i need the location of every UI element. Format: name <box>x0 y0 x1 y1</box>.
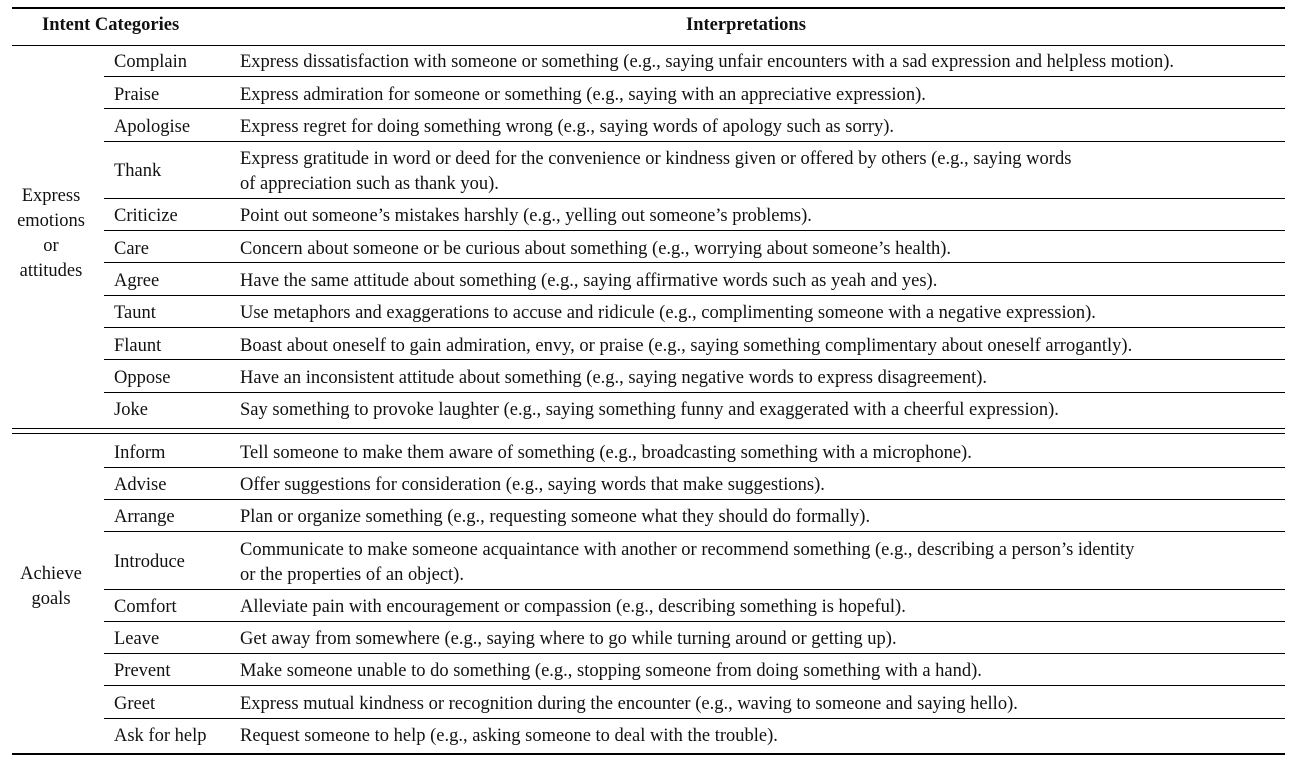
group-label-line: emotions <box>17 211 85 231</box>
interpretation-prevent: Make someone unable to do something (e.g., stopping someone from doing something with a hand). <box>240 661 982 681</box>
row-divider <box>104 327 1285 328</box>
interpretation-praise: Express admiration for someone or something (e.g., saying with an appreciative expression). <box>240 85 926 105</box>
category-flaunt: Flaunt <box>114 336 162 356</box>
row-divider <box>104 76 1285 77</box>
group-label-line: goals <box>31 589 71 609</box>
category-praise: Praise <box>114 85 160 105</box>
interpretation-thank-line1: Express gratitude in word or deed for the convenience or kindness given or offered by others (e.g., saying words <box>240 149 1072 169</box>
interpretation-apologise: Express regret for doing something wrong (e.g., saying words of apology such as sorry). <box>240 117 895 137</box>
row-divider <box>104 295 1285 296</box>
row-divider <box>104 467 1285 468</box>
interpretation-criticize: Point out someone’s mistakes harshly (e.g., yelling out someone’s problems). <box>240 206 812 226</box>
interpretation-leave: Get away from somewhere (e.g., saying where to go while turning around or getting up). <box>240 629 897 649</box>
row-divider <box>104 262 1285 263</box>
category-leave: Leave <box>114 629 160 649</box>
row-divider <box>104 108 1285 109</box>
interpretation-introduce-line2: or the properties of an object). <box>240 565 464 585</box>
category-joke: Joke <box>114 400 148 420</box>
row-divider <box>104 653 1285 654</box>
row-divider <box>104 499 1285 500</box>
category-complain: Complain <box>114 52 187 72</box>
row-divider <box>104 141 1285 142</box>
category-advise: Advise <box>114 475 167 495</box>
interpretation-oppose: Have an inconsistent attitude about something (e.g., saying negative words to express disagreement). <box>240 368 988 388</box>
category-criticize: Criticize <box>114 206 178 226</box>
category-arrange: Arrange <box>114 507 175 527</box>
category-oppose: Oppose <box>114 368 171 388</box>
category-taunt: Taunt <box>114 303 156 323</box>
row-divider <box>104 230 1285 231</box>
row-divider <box>104 531 1285 532</box>
category-thank: Thank <box>114 161 162 181</box>
interpretation-taunt: Use metaphors and exaggerations to accuse and ridicule (e.g., complimenting someone with a negative expression). <box>240 303 1096 323</box>
group-separator-lower <box>12 433 1285 434</box>
bottom-rule <box>12 753 1285 755</box>
header-interpretations: Interpretations <box>686 15 806 35</box>
group-separator-upper <box>12 428 1285 429</box>
category-comfort: Comfort <box>114 597 177 617</box>
row-divider <box>104 621 1285 622</box>
row-divider <box>104 589 1285 590</box>
group-label-line: or <box>43 236 59 256</box>
row-divider <box>104 685 1285 686</box>
category-ask-for-help: Ask for help <box>114 726 207 746</box>
row-divider <box>104 359 1285 360</box>
interpretation-ask-for-help: Request someone to help (e.g., asking someone to deal with the trouble). <box>240 726 778 746</box>
header-rule <box>12 45 1285 46</box>
category-greet: Greet <box>114 694 156 714</box>
row-divider <box>104 198 1285 199</box>
header-intent-categories: Intent Categories <box>42 15 180 35</box>
row-divider <box>104 392 1285 393</box>
group-label-achieve-goals <box>11 562 91 612</box>
interpretation-complain: Express dissatisfaction with someone or something (e.g., saying unfair encounters with a sad expression and helpless motion). <box>240 52 1175 72</box>
category-apologise: Apologise <box>114 117 191 137</box>
interpretation-introduce-line1: Communicate to make someone acquaintance with another or recommend something (e.g., describing a person’s identity <box>240 540 1135 560</box>
group-label-line: attitudes <box>19 261 83 281</box>
interpretation-joke: Say something to provoke laughter (e.g., saying something funny and exaggerated with a cheerful expression). <box>240 400 1059 420</box>
top-rule <box>12 7 1285 9</box>
group-label-line: Express <box>21 186 81 206</box>
interpretation-flaunt: Boast about oneself to gain admiration, envy, or praise (e.g., saying something complimentary about oneself arrogantly). <box>240 336 1133 356</box>
interpretation-inform: Tell someone to make them aware of something (e.g., broadcasting something with a microphone). <box>240 443 972 463</box>
category-prevent: Prevent <box>114 661 171 681</box>
category-care: Care <box>114 239 149 259</box>
interpretation-comfort: Alleviate pain with encouragement or compassion (e.g., describing something is hopeful). <box>240 597 906 617</box>
group-label-express-emotions <box>11 184 91 284</box>
group-label-line: Achieve <box>20 564 82 584</box>
interpretation-greet: Express mutual kindness or recognition during the encounter (e.g., waving to someone and saying hello). <box>240 694 1018 714</box>
category-agree: Agree <box>114 271 160 291</box>
category-introduce: Introduce <box>114 552 185 572</box>
interpretation-agree: Have the same attitude about something (e.g., saying affirmative words such as yeah and yes). <box>240 271 938 291</box>
interpretation-thank-line2: of appreciation such as thank you). <box>240 174 499 194</box>
interpretation-care: Concern about someone or be curious about something (e.g., worrying about someone’s health). <box>240 239 952 259</box>
interpretation-advise: Offer suggestions for consideration (e.g., saying words that make suggestions). <box>240 475 825 495</box>
category-inform: Inform <box>114 443 166 463</box>
interpretation-arrange: Plan or organize something (e.g., requesting someone what they should do formally). <box>240 507 871 527</box>
row-divider <box>104 718 1285 719</box>
